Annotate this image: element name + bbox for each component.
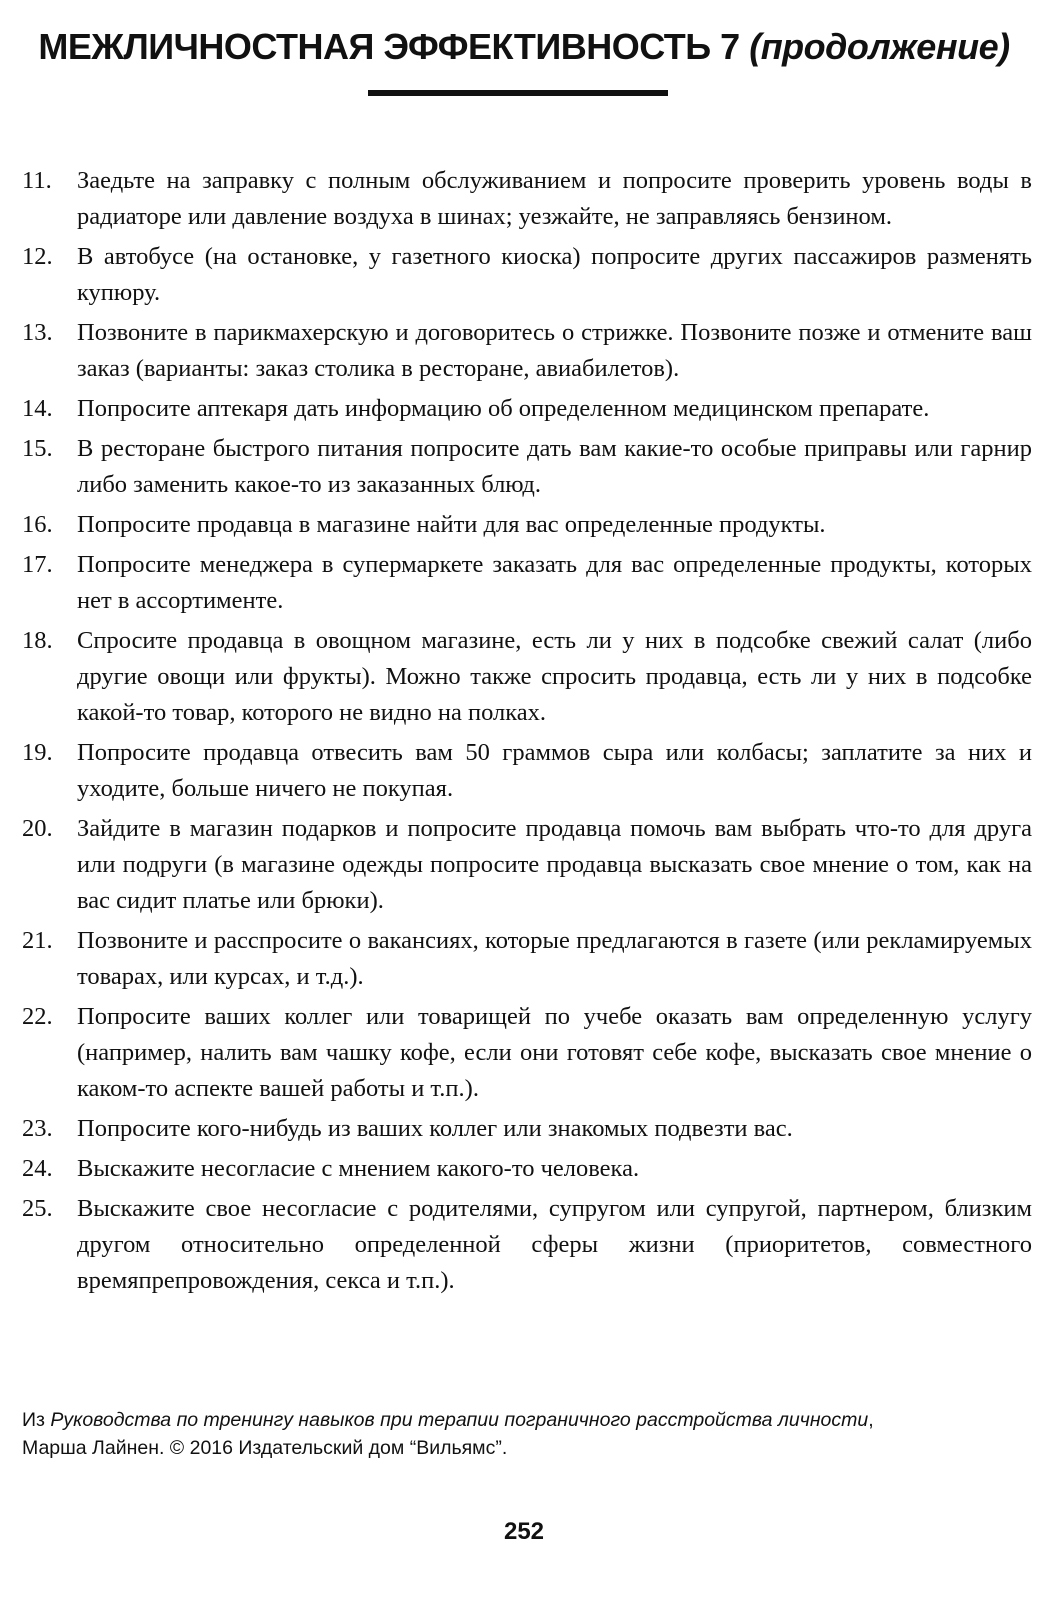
source-citation	[22, 1406, 1032, 1462]
list-item	[22, 623, 1032, 731]
item-text: Выскажите несогласие с мнением какого-то человека.	[77, 1155, 640, 1182]
item-text: В автобусе (на остановке, у газетного киоска) попросите других пассажиров разменять купюру.	[77, 243, 1032, 306]
page-title-main: МЕЖЛИЧНОСТНАЯ ЭФФЕКТИВНОСТЬ 7	[38, 26, 740, 67]
list-item	[22, 239, 1032, 311]
page-number: 252	[503, 1518, 545, 1545]
item-number: 20.	[22, 815, 53, 842]
item-text: Попросите ваших коллег или товарищей по учебе оказать вам определенную услугу (например, налить вам чашку кофе, если они готовят себе кофе, высказать свое мнение о каком-то аспекте вашей работы и т.п.).	[77, 1003, 1032, 1102]
list-item	[22, 163, 1032, 235]
item-number: 21.	[22, 927, 53, 954]
list-item	[22, 1111, 1032, 1147]
item-text: В ресторане быстрого питания попросите дать вам какие-то особые приправы или гарнир либо заменить какое-то из заказанных блюд.	[77, 435, 1032, 498]
item-number: 19.	[22, 739, 53, 766]
citation-line-2: Марша Лайнен. © 2016 Издательский дом “Вильямс”.	[22, 1437, 508, 1459]
list-item	[22, 431, 1032, 503]
citation-comma: ,	[868, 1409, 874, 1431]
page-title	[0, 26, 1048, 68]
item-number: 17.	[22, 551, 53, 578]
citation-prefix: Из	[22, 1409, 51, 1431]
page-title-continued: (продолжение)	[749, 26, 1010, 67]
list-item	[22, 315, 1032, 387]
list-item	[22, 811, 1032, 919]
item-text: Выскажите свое несогласие с родителями, супругом или супругой, партнером, близким другом относительно определенной сферы жизни (приоритетов, совместного времяпрепровождения, секса и т.п.).	[77, 1195, 1032, 1294]
item-number: 22.	[22, 1003, 53, 1030]
item-number: 14.	[22, 395, 53, 422]
list-item	[22, 735, 1032, 807]
item-text: Спросите продавца в овощном магазине, есть ли у них в подсобке свежий салат (либо другие овощи или фрукты). Можно также спросить продавца, есть ли у них в подсобке какой-то товар, которого не видно на полках.	[77, 627, 1032, 726]
list-item	[22, 391, 1032, 427]
title-underline	[368, 90, 668, 96]
item-number: 24.	[22, 1155, 53, 1182]
item-text: Попросите аптекаря дать информацию об определенном медицинском препарате.	[77, 395, 930, 422]
citation-line-1	[22, 1406, 1032, 1434]
list-item	[22, 1151, 1032, 1187]
item-number: 18.	[22, 627, 53, 654]
item-number: 16.	[22, 511, 53, 538]
item-number: 25.	[22, 1195, 53, 1222]
item-number: 11.	[22, 167, 52, 194]
item-number: 23.	[22, 1115, 53, 1142]
item-text: Заедьте на заправку с полным обслуживанием и попросите проверить уровень воды в радиаторе или давление воздуха в шинах; уезжайте, не заправляясь бензином.	[77, 167, 1032, 230]
list-item	[22, 1191, 1032, 1299]
item-number: 13.	[22, 319, 53, 346]
item-number: 15.	[22, 435, 53, 462]
item-text: Попросите продавца в магазине найти для вас определенные продукты.	[77, 511, 826, 538]
list-item	[22, 547, 1032, 619]
item-text: Зайдите в магазин подарков и попросите продавца помочь вам выбрать что-то для друга или подруги (в магазине одежды попросите продавца высказать свое мнение о том, как на вас сидит платье или брюки).	[77, 815, 1032, 914]
item-text: Попросите кого-нибудь из ваших коллег или знакомых подвезти вас.	[77, 1115, 793, 1142]
list-item	[22, 923, 1032, 995]
citation-source-title: Руководства по тренингу навыков при терапии пограничного расстройства личности	[50, 1409, 869, 1431]
list-item	[22, 507, 1032, 543]
item-text: Позвоните в парикмахерскую и договоритесь о стрижке. Позвоните позже и отмените ваш заказ (варианты: заказ столика в ресторане, авиабилетов).	[77, 319, 1032, 382]
item-text: Позвоните и расспросите о вакансиях, которые предлагаются в газете (или рекламируемых товарах, или курсах, и т.д.).	[77, 927, 1032, 990]
item-text: Попросите менеджера в супермаркете заказать для вас определенные продукты, которых нет в ассортименте.	[77, 551, 1032, 614]
task-list	[22, 163, 1032, 1303]
list-item	[22, 999, 1032, 1107]
item-text: Попросите продавца отвесить вам 50 граммов сыра или колбасы; заплатите за них и уходите, больше ничего не покупая.	[77, 739, 1032, 802]
item-number: 12.	[22, 243, 53, 270]
